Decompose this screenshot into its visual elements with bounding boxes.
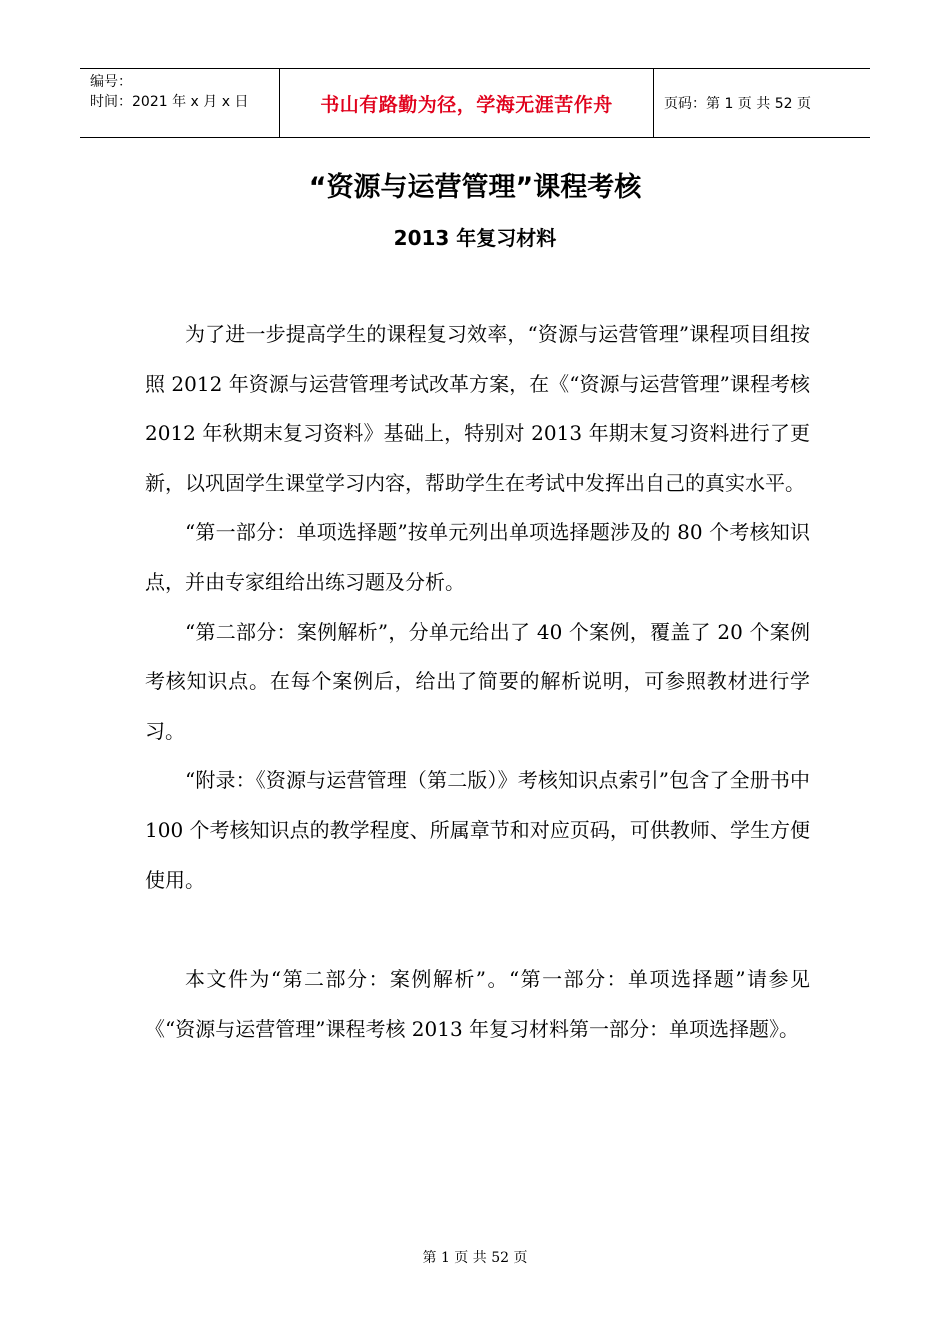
header-meta-cell xyxy=(80,69,280,137)
date-line: 时间：2021 年 x 月 x 日 xyxy=(90,94,249,110)
paragraph-note: 本文件为“第二部分：案例解析”。“第一部分：单项选择题”请参见《“资源与运营管理”课程考核 2013 年复习材料第一部分：单项选择题》。 xyxy=(145,967,810,1041)
paragraph-intro: 为了进一步提高学生的课程复习效率，“资源与运营管理”课程项目组按照 2012 年资源与运营管理考试改革方案，在《“资源与运营管理”课程考核 2012 年秋期末复习资料》基础上，特别对 2013 年期末复习资料进行了更新，以巩固学生课堂学习内容，帮助学生在考试中发挥出自己的真实水平。 xyxy=(145,322,810,495)
page-info: 页码：第 1 页 共 52 页 xyxy=(664,96,811,112)
header-table xyxy=(80,68,870,138)
paragraph-part-two: “第二部分：案例解析”，分单元给出了 40 个案例，覆盖了 20 个案例考核知识点。在每个案例后，给出了简要的解析说明，可参照教材进行学习。 xyxy=(145,619,810,743)
document-subtitle: 2013 年复习材料 xyxy=(393,226,557,250)
serial-number-label: 编号： xyxy=(90,74,132,90)
motto-text: 书山有路勤为径，学海无涯苦作舟 xyxy=(320,93,613,116)
document-body xyxy=(145,310,810,1054)
header-motto-cell xyxy=(280,69,654,137)
header-page-cell xyxy=(654,69,870,137)
paragraph-part-one: “第一部分：单项选择题”按单元列出单项选择题涉及的 80 个考核知识点，并由专家组给出练习题及分析。 xyxy=(145,520,810,594)
document-title: “资源与运营管理”课程考核 xyxy=(308,172,642,203)
page-footer: 第 1 页 共 52 页 xyxy=(422,1250,528,1266)
paragraph-appendix: “附录：《资源与运营管理（第二版）》考核知识点索引”包含了全册书中 100 个考核知识点的教学程度、所属章节和对应页码，可供教师、学生方便使用。 xyxy=(145,768,810,892)
